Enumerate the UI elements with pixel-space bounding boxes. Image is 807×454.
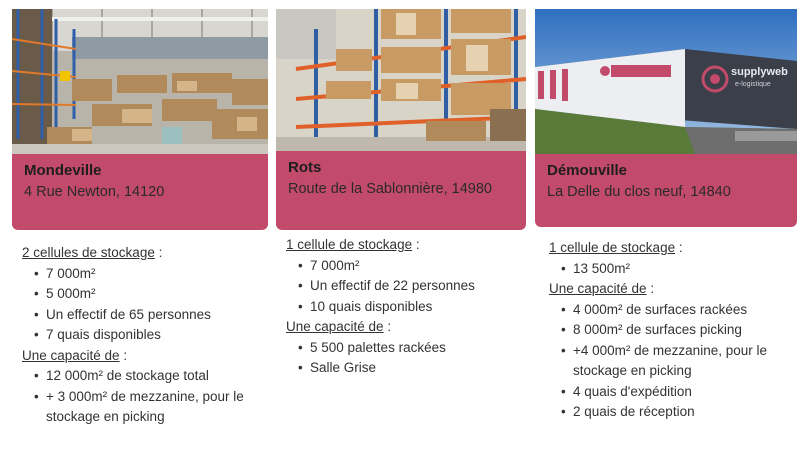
list-item: • 13 500m² bbox=[549, 259, 797, 280]
group-list bbox=[22, 264, 272, 346]
list-item: • Un effectif de 22 personnes bbox=[286, 276, 526, 297]
warehouse-photo-demouville bbox=[535, 9, 797, 154]
list-item: • 5 000m² bbox=[22, 284, 272, 305]
group-heading: 2 cellules de stockage : bbox=[22, 245, 163, 260]
list-item: • 7 000m² bbox=[286, 256, 526, 277]
list-item: • 10 quais disponibles bbox=[286, 297, 526, 318]
group-list bbox=[286, 256, 526, 318]
site-address: La Delle du clos neuf, 14840 bbox=[547, 184, 731, 200]
sign-brand: supplyweb bbox=[731, 66, 788, 78]
site-address: 4 Rue Newton, 14120 bbox=[24, 184, 165, 200]
site-card-rots bbox=[276, 9, 526, 439]
group-list bbox=[549, 259, 797, 280]
group-list bbox=[22, 366, 272, 428]
list-item: • 7 quais disponibles bbox=[22, 325, 272, 346]
sign-tagline: e-logistique bbox=[735, 81, 771, 88]
list-item: • +4 000m² de mezzanine, pour le stockage en picking bbox=[549, 341, 795, 382]
list-item: • 12 000m² de stockage total bbox=[22, 366, 272, 387]
warehouse-photo-mondeville bbox=[12, 9, 268, 154]
site-details-mondeville bbox=[22, 243, 272, 428]
site-card-demouville bbox=[535, 9, 797, 449]
group-heading: Une capacité de : bbox=[286, 319, 392, 334]
site-city: Démouville bbox=[547, 162, 628, 179]
group-heading: Une capacité de : bbox=[549, 281, 655, 296]
list-item: • 8 000m² de surfaces picking bbox=[549, 320, 797, 341]
site-details-rots bbox=[286, 235, 526, 379]
site-banner-rots bbox=[276, 151, 526, 230]
warehouse-photo-rots bbox=[276, 9, 526, 151]
site-banner-mondeville bbox=[12, 154, 268, 230]
list-item: • + 3 000m² de mezzanine, pour le stockage en picking bbox=[22, 387, 268, 428]
list-item: • Salle Grise bbox=[286, 358, 526, 379]
site-card-mondeville bbox=[12, 9, 268, 439]
site-details-demouville bbox=[549, 238, 797, 423]
list-item: • 4 000m² de surfaces rackées bbox=[549, 300, 797, 321]
group-heading: 1 cellule de stockage : bbox=[286, 237, 420, 252]
group-heading: Une capacité de : bbox=[22, 347, 128, 363]
list-item: • 4 quais d'expédition bbox=[549, 382, 797, 403]
group-heading: 1 cellule de stockage : bbox=[549, 240, 683, 255]
list-item: • 7 000m² bbox=[22, 264, 272, 285]
list-item: • Un effectif de 65 personnes bbox=[22, 305, 272, 326]
site-address: Route de la Sablonnière, 14980 bbox=[288, 181, 492, 197]
list-item: • 5 500 palettes rackées bbox=[286, 338, 526, 359]
list-item: • 2 quais de réception bbox=[549, 402, 797, 423]
site-banner-demouville bbox=[535, 154, 797, 227]
group-list bbox=[286, 338, 526, 379]
site-city: Rots bbox=[288, 159, 322, 176]
site-city: Mondeville bbox=[24, 162, 102, 179]
group-list bbox=[549, 300, 797, 423]
